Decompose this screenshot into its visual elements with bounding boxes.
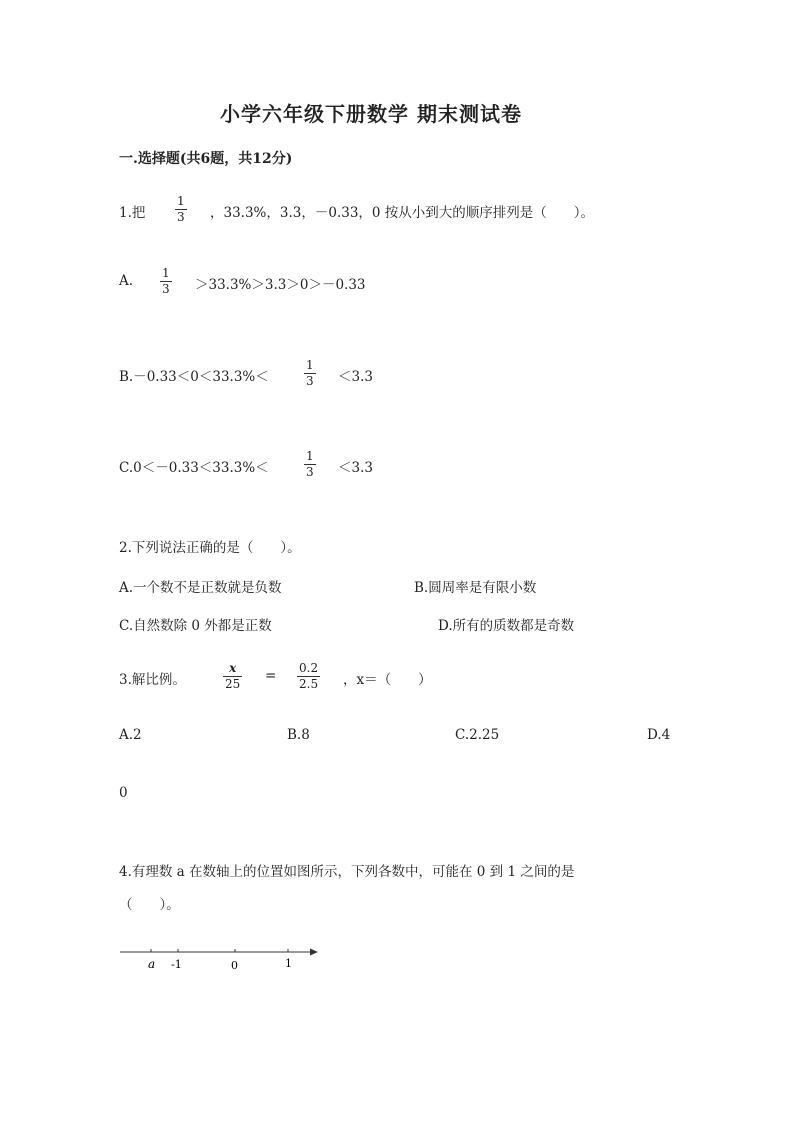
q2-option-a: A.一个数不是正数就是负数: [119, 580, 282, 596]
q3-lhs-fraction: [223, 662, 242, 691]
q1-c-frac-num: 1: [306, 449, 314, 463]
q1-c-frac-den: 3: [306, 465, 314, 479]
q3-option-c: C.2.25: [455, 727, 500, 743]
q2-stem: 2.下列说法正确的是（ ）。: [119, 540, 301, 556]
axis-label-a: a: [148, 957, 156, 971]
q1-b-frac-num: 1: [306, 358, 314, 372]
q1-option-a-label: A.: [119, 273, 134, 289]
q1-suffix: ，33.3%，3.3，－0.33，0 按从小到大的顺序排列是（ ）。: [210, 205, 595, 221]
q1-frac-den: 3: [177, 210, 185, 224]
q1-option-a-fraction: [160, 267, 172, 296]
q2-option-d: D.所有的质数都是奇数: [438, 618, 575, 634]
q1-option-b-post: ＜3.3: [338, 369, 373, 385]
page-title: 小学六年级下册数学 期末测试卷: [220, 102, 522, 126]
q1-a-frac-num: 1: [162, 266, 170, 280]
q1-b-frac-den: 3: [306, 374, 314, 388]
q3-suffix: ，x＝（ ）: [343, 672, 432, 688]
q1-fraction: [175, 195, 187, 224]
section-heading: 一.选择题(共6题，共12分): [119, 151, 293, 167]
q1-option-c-pre: C.0＜－0.33＜33.3%＜: [119, 460, 269, 476]
axis-label-0: 0: [231, 959, 238, 972]
q1-option-c-fraction: [304, 450, 316, 479]
q3-lhs-num: x: [229, 661, 237, 675]
q4-stem-continued: （ ）。: [119, 897, 180, 913]
q3-option-d-wrap: 0: [119, 785, 128, 801]
q3-rhs-num: 0.2: [299, 661, 319, 675]
q1-option-c-post: ＜3.3: [338, 460, 373, 476]
q2-option-b: B.圆周率是有限小数: [414, 580, 537, 596]
q3-option-a: A.2: [119, 727, 142, 743]
q1-option-b-pre: B.－0.33＜0＜33.3%＜: [119, 369, 269, 385]
q3-rhs-fraction: [297, 662, 320, 691]
q1-option-b-fraction: [304, 359, 316, 388]
axis-arrow-icon: [310, 949, 318, 956]
q1-a-frac-den: 3: [162, 282, 170, 296]
q1-prefix: 1.把: [119, 205, 146, 221]
q1-option-a-rest: ＞33.3%＞3.3＞0＞－0.33: [195, 277, 366, 293]
q3-option-d: D.4: [647, 727, 671, 743]
axis-label-neg1: -1: [171, 958, 182, 971]
q3-prefix: 3.解比例。: [119, 672, 186, 688]
q2-option-c: C.自然数除 0 外都是正数: [119, 618, 272, 634]
q4-stem: 4.有理数 a 在数轴上的位置如图所示，下列各数中，可能在 0 到 1 之间的是: [119, 864, 575, 880]
axis-label-1: 1: [285, 957, 292, 970]
q3-lhs-den: 25: [225, 677, 241, 691]
q3-equals: =: [265, 668, 277, 684]
q1-frac-num: 1: [177, 194, 185, 208]
number-line-diagram: [115, 940, 330, 980]
q3-rhs-den: 2.5: [299, 677, 319, 691]
q3-option-b: B.8: [287, 727, 310, 743]
